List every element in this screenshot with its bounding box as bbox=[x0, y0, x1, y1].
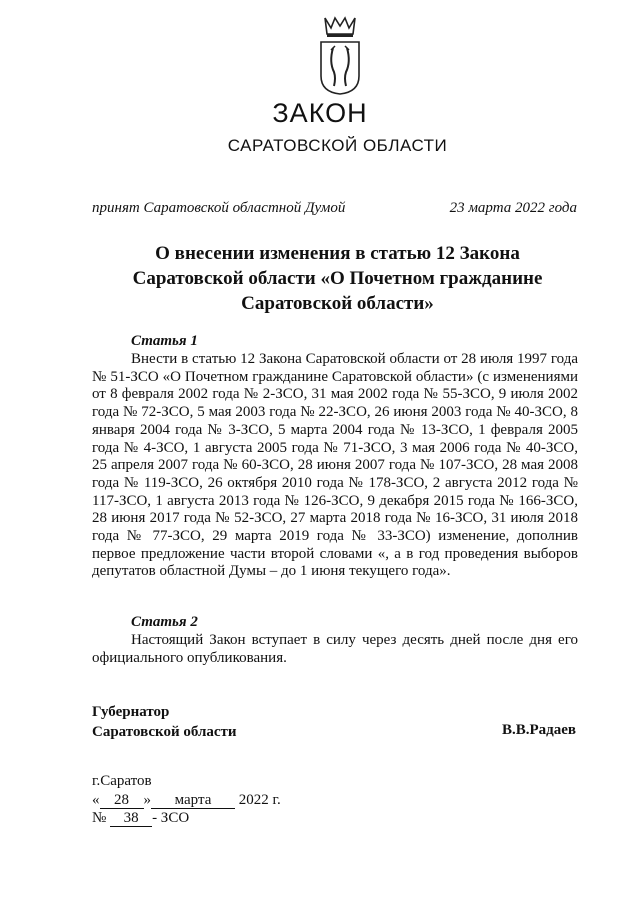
city: г.Саратов bbox=[92, 773, 152, 789]
date-day: 28 bbox=[100, 793, 144, 809]
signing-date bbox=[92, 791, 281, 810]
law-number bbox=[92, 809, 281, 828]
number-value: 38 bbox=[110, 811, 152, 827]
heading-line: Саратовской области «О Почетном гражданине bbox=[132, 268, 543, 289]
document-subtitle: САРАТОВСКОЙ ОБЛАСТИ bbox=[227, 136, 448, 155]
date-year: 2022 г. bbox=[238, 791, 281, 808]
signatory-name: В.В.Радаев bbox=[501, 722, 576, 738]
number-prefix: № bbox=[92, 810, 107, 826]
document-title: ЗАКОН bbox=[272, 98, 368, 128]
signatory-position-line: Губернатор bbox=[92, 704, 170, 720]
signatory-position bbox=[92, 702, 237, 742]
article-2-title: Статья 2 bbox=[131, 614, 198, 630]
document-footer bbox=[92, 772, 281, 828]
article-1-title: Статья 1 bbox=[131, 333, 198, 349]
law-heading bbox=[110, 241, 565, 316]
date-month: марта bbox=[151, 793, 235, 809]
article-1-text: Внести в статью 12 Закона Саратовской области от 28 июля 1997 года № 51-ЗСО «О Почетном гражданине Саратовской области» (с изменениями от 8 февраля 2002 года № 2-ЗСО, 31 мая 2002 года № 55-ЗСО, 9 июля 2002 года № 72-ЗСО, 5 мая 2003 года № 22-ЗСО, 26 июня 2003 года № 40-ЗСО, 8 января 2004 года № 3-ЗСО, 5 марта 2004 года № 13-ЗСО, 1 февраля 2005 года № 4-ЗСО, 1 августа 2005 года № 71-ЗСО, 3 мая 2006 года № 40-ЗСО, 25 апреля 2007 года № 60-ЗСО, 28 июня 2007 года № 107-ЗСО, 28 мая 2008 года № 119-ЗСО, 26 октября 2010 года № 178-ЗСО, 2 августа 2012 года № 117-ЗСО, 1 августа 2013 года № 126-ЗСО, 9 декабря 2015 года № 166-ЗСО, 28 июня 2017 года № 52-ЗСО, 27 марта 2018 года № 16-ЗСО, 31 июля 2018 года № 77-ЗСО, 29 марта 2019 года № 33-ЗСО) изменение, дополнив первое предложение части второй словами «, а в год проведения выборов депутатов областной Думы – до 1 июня текущего года». bbox=[92, 351, 578, 580]
date-quote-close: » bbox=[143, 791, 151, 808]
signatory-position-line: Саратовской области bbox=[92, 724, 237, 740]
number-suffix: - ЗСО bbox=[152, 810, 190, 826]
heading-line: Саратовской области» bbox=[241, 293, 434, 314]
adopted-by-text: принят Саратовской областной Думой bbox=[92, 200, 346, 216]
adopted-date: 23 марта 2022 года bbox=[449, 200, 577, 216]
article-2-text: Настоящий Закон вступает в силу через десять дней после дня его официального опубликования. bbox=[92, 632, 578, 666]
saratov-coat-of-arms-icon bbox=[317, 14, 363, 96]
date-quote-open: « bbox=[92, 791, 100, 808]
heading-line: О внесении изменения в статью 12 Закона bbox=[155, 243, 520, 264]
